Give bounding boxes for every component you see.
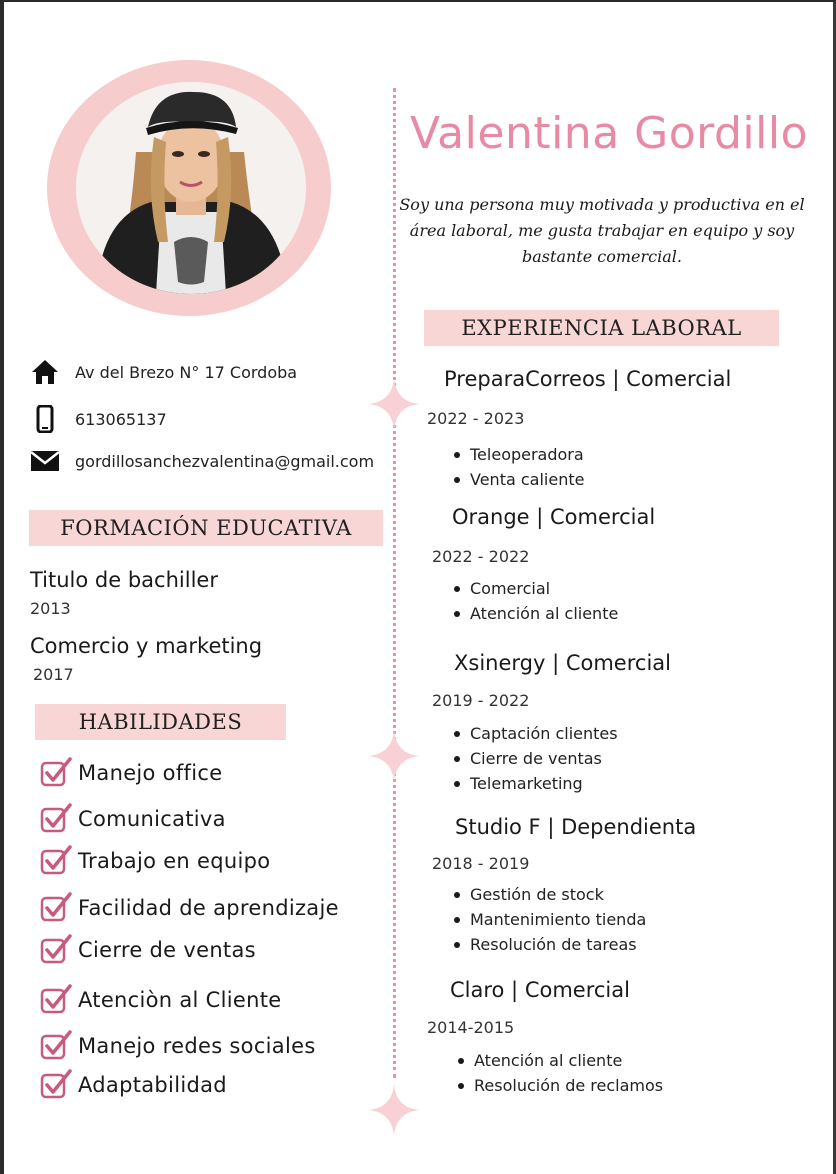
email-text: gordillosanchezvalentina@gmail.com <box>75 451 375 471</box>
page-border-top <box>0 0 836 2</box>
job-task-list <box>452 882 646 957</box>
skill-item <box>40 891 339 925</box>
section-heading-experience: EXPERIENCIA LABORAL <box>424 310 779 346</box>
checkbox-check-icon <box>40 892 72 924</box>
job-task-list <box>456 1048 663 1098</box>
sparkle-icon <box>368 730 420 782</box>
checkbox-check-icon <box>40 984 72 1016</box>
education-title: Titulo de bachiller <box>30 568 218 592</box>
section-heading-skills: HABILIDADES <box>35 704 286 740</box>
column-divider <box>393 88 396 1078</box>
job-task: Atención al cliente <box>456 1048 663 1073</box>
job-task: Resolución de tareas <box>452 932 646 957</box>
job-task: Telemarketing <box>452 771 618 796</box>
skill-label: Comunicativa <box>78 807 226 831</box>
job-years: 2014-2015 <box>427 1018 515 1037</box>
contact-address <box>30 357 297 387</box>
job-title: Studio F | Dependienta <box>455 815 697 839</box>
job-task: Mantenimiento tienda <box>452 907 646 932</box>
phone-text: 613065137 <box>75 409 167 429</box>
job-task: Cierre de ventas <box>452 746 618 771</box>
skill-label: Facilidad de aprendizaje <box>78 896 339 920</box>
job-task-list <box>452 442 584 492</box>
sparkle-icon <box>368 378 420 430</box>
job-years: 2018 - 2019 <box>432 854 530 873</box>
job-title: Xsinergy | Comercial <box>454 651 671 675</box>
job-task: Gestión de stock <box>452 882 646 907</box>
checkbox-check-icon <box>40 845 72 877</box>
contact-email <box>30 446 374 476</box>
job-task: Atención al cliente <box>452 601 618 626</box>
skill-label: Manejo redes sociales <box>78 1034 316 1058</box>
skill-label: Trabajo en equipo <box>78 849 271 873</box>
education-year: 2013 <box>30 599 71 618</box>
checkbox-check-icon <box>40 757 72 789</box>
skill-item <box>40 983 281 1017</box>
portrait-illustration <box>76 82 306 294</box>
candidate-name: Valentina Gordillo <box>410 108 808 159</box>
skill-label: Atenciòn al Cliente <box>78 988 282 1012</box>
phone-icon <box>30 404 60 434</box>
job-title: Claro | Comercial <box>450 978 630 1002</box>
skill-label: Manejo office <box>78 761 223 785</box>
skill-label: Cierre de ventas <box>78 938 256 962</box>
mail-icon <box>30 446 60 476</box>
checkbox-check-icon <box>40 934 72 966</box>
skill-item <box>40 1029 316 1063</box>
checkbox-check-icon <box>40 1030 72 1062</box>
job-task: Teleoperadora <box>452 442 584 467</box>
skill-label: Adaptabilidad <box>78 1073 227 1097</box>
page-border-left <box>0 0 4 1174</box>
skill-item <box>40 1068 227 1102</box>
job-years: 2019 - 2022 <box>432 691 530 710</box>
job-years: 2022 - 2023 <box>427 409 525 428</box>
job-years: 2022 - 2022 <box>432 547 530 566</box>
profile-photo <box>76 82 306 294</box>
job-task: Venta caliente <box>452 467 584 492</box>
education-year: 2017 <box>33 665 74 684</box>
job-title: Orange | Comercial <box>452 505 656 529</box>
contact-phone <box>30 404 167 434</box>
job-task-list <box>452 576 618 626</box>
skill-item <box>40 756 222 790</box>
home-icon <box>30 357 60 387</box>
checkbox-check-icon <box>40 803 72 835</box>
address-text: Av del Brezo N° 17 Cordoba <box>75 362 298 382</box>
profile-summary: Soy una persona muy motivada y productiva en el área laboral, me gusta trabajar en equipo y soy bastante comercial. <box>399 195 805 266</box>
job-task: Captación clientes <box>452 721 618 746</box>
education-title: Comercio y marketing <box>30 634 263 658</box>
sparkle-icon <box>368 1084 420 1136</box>
skill-item <box>40 844 270 878</box>
job-task: Resolución de reclamos <box>456 1073 663 1098</box>
job-title: PreparaCorreos | Comercial <box>444 367 732 391</box>
skill-item <box>40 802 226 836</box>
skill-item <box>40 933 256 967</box>
job-task: Comercial <box>452 576 618 601</box>
job-task-list <box>452 721 618 796</box>
section-heading-education: FORMACIÓN EDUCATIVA <box>29 510 383 546</box>
checkbox-check-icon <box>40 1069 72 1101</box>
